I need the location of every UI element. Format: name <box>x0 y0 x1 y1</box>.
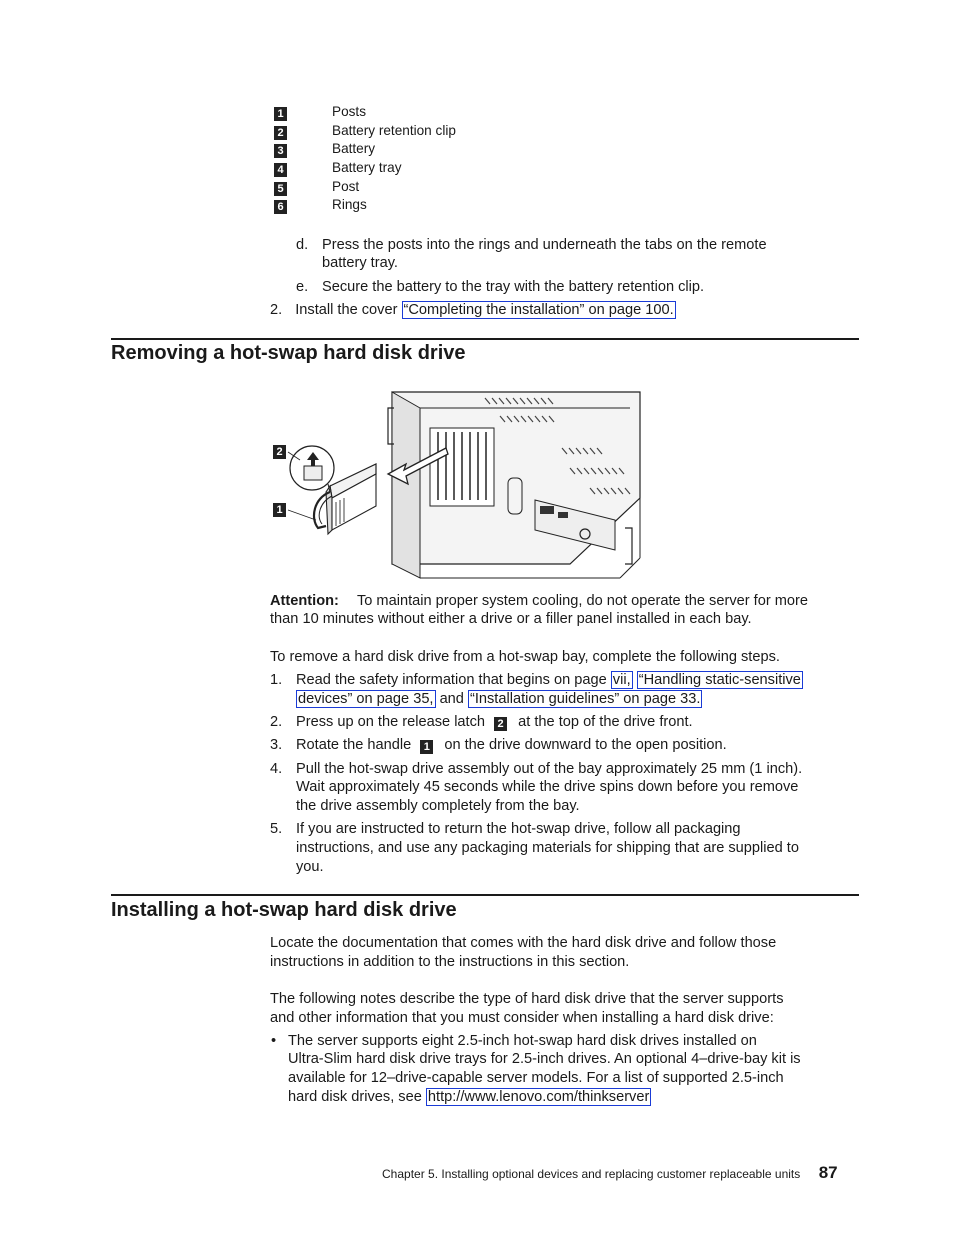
step-text: Pull the hot-swap drive assembly out of the bay approximately 25 mm (1 inch). <box>296 761 803 777</box>
legend-label: Posts <box>332 104 366 119</box>
step-marker: e. <box>296 279 309 295</box>
hot-swap-drive-figure <box>270 388 646 584</box>
callout-badge: 3 <box>274 144 287 158</box>
step-text: on the drive downward to the open position. <box>444 737 727 753</box>
step-text: Install the cover <box>295 302 398 318</box>
step-marker: 1. <box>270 672 283 688</box>
bullet-text: hard disk drives, see <box>288 1089 422 1105</box>
legend-row <box>274 102 366 121</box>
page-number: 87 <box>818 1163 838 1182</box>
paragraph-text: The following notes describe the type of hard disk drive that the server supports <box>270 991 784 1007</box>
bullet-marker: • <box>271 1033 277 1049</box>
server-drive-illustration <box>270 388 646 584</box>
section-rule <box>111 894 859 896</box>
step-text: Press the posts into the rings and underneath the tabs on the remote <box>322 237 767 253</box>
step-text: Read the safety information that begins on page <box>296 672 607 688</box>
lenovo-thinkserver-link[interactable]: http://www.lenovo.com/thinkserver <box>427 1089 650 1105</box>
footer-chapter: Chapter 5. Installing optional devices and replacing customer replaceable units <box>382 1167 801 1181</box>
page-footer <box>382 1163 838 1183</box>
step-1-line-2 <box>296 690 702 709</box>
legend-row <box>274 121 456 140</box>
callout-badge: 5 <box>274 182 287 196</box>
step-3-line <box>296 736 727 755</box>
step-marker: 2. <box>270 302 283 318</box>
callout-badge: 2 <box>274 126 287 140</box>
step-2-line <box>296 713 693 732</box>
step-2-install-cover <box>270 301 676 320</box>
attention-text: than 10 minutes without either a drive or a filler panel installed in each bay. <box>270 611 752 627</box>
legend-label: Battery tray <box>332 160 402 175</box>
legend-label: Battery retention clip <box>332 123 456 138</box>
bullet-text: available for 12–drive-capable server models. For a list of supported 2.5-inch <box>288 1070 784 1086</box>
step-text: Press up on the release latch <box>296 714 486 730</box>
step-text: instructions, and use any packaging materials for shipping that are supplied to <box>296 840 799 856</box>
attention-label: Attention: <box>270 593 339 609</box>
page-vii-link[interactable]: vii, <box>612 672 631 688</box>
bullet-text: Ultra-Slim hard disk drive trays for 2.5-inch drives. An optional 4–drive-bay kit is <box>288 1051 801 1067</box>
legend-row <box>274 177 360 196</box>
attention-text: To maintain proper system cooling, do not operate the server for more <box>356 593 808 609</box>
step-text: the drive assembly completely from the bay. <box>296 798 580 814</box>
paragraph-text: Locate the documentation that comes with the hard disk drive and follow those <box>270 935 777 951</box>
step-marker: 5. <box>270 821 283 837</box>
step-1-line <box>296 671 803 690</box>
callout-badge: 2 <box>494 717 507 731</box>
step-text: Wait approximately 45 seconds while the drive spins down before you remove <box>296 779 799 795</box>
step-text: Rotate the handle <box>296 737 412 753</box>
handling-static-link-cont[interactable]: devices” on page 35, <box>298 691 434 707</box>
section-rule <box>111 338 859 340</box>
figure-callout-latch: 2 <box>273 445 286 459</box>
legend-label: Post <box>332 179 360 194</box>
step-text: If you are instructed to return the hot-swap drive, follow all packaging <box>296 821 741 837</box>
legend-row <box>274 195 367 214</box>
step-marker: d. <box>296 237 309 253</box>
step-text: at the top of the drive front. <box>518 714 693 730</box>
callout-badge: 6 <box>274 200 287 214</box>
bullet-last-line <box>288 1088 651 1107</box>
legend-label: Battery <box>332 141 376 156</box>
bullet-text: The server supports eight 2.5-inch hot-swap hard disk drives installed on <box>288 1033 757 1049</box>
step-marker: 3. <box>270 737 283 753</box>
section-heading-removing: Removing a hot-swap hard disk drive <box>111 342 466 364</box>
handling-static-link[interactable]: “Handling static-sensitive <box>638 672 801 688</box>
callout-badge: 4 <box>274 163 287 177</box>
figure-callout-handle: 1 <box>273 503 286 517</box>
legend-row <box>274 139 376 158</box>
legend-label: Rings <box>332 197 367 212</box>
callout-badge: 1 <box>420 740 433 754</box>
attention-notice <box>270 592 808 611</box>
step-text: Secure the battery to the tray with the battery retention clip. <box>322 279 705 295</box>
step-text: and <box>439 691 464 707</box>
step-marker: 4. <box>270 761 283 777</box>
legend-row <box>274 158 402 177</box>
procedure-intro: To remove a hard disk drive from a hot-swap bay, complete the following steps. <box>270 649 780 665</box>
paragraph-text: instructions in addition to the instructions in this section. <box>270 954 630 970</box>
step-text: battery tray. <box>322 255 398 271</box>
step-text: you. <box>296 859 324 875</box>
section-heading-installing: Installing a hot-swap hard disk drive <box>111 899 457 921</box>
completing-installation-link[interactable]: “Completing the installation” on page 100. <box>403 302 674 318</box>
callout-badge: 1 <box>274 107 287 121</box>
paragraph-text: and other information that you must consider when installing a hard disk drive: <box>270 1010 774 1026</box>
step-marker: 2. <box>270 714 283 730</box>
installation-guidelines-link[interactable]: “Installation guidelines” on page 33. <box>469 691 701 707</box>
